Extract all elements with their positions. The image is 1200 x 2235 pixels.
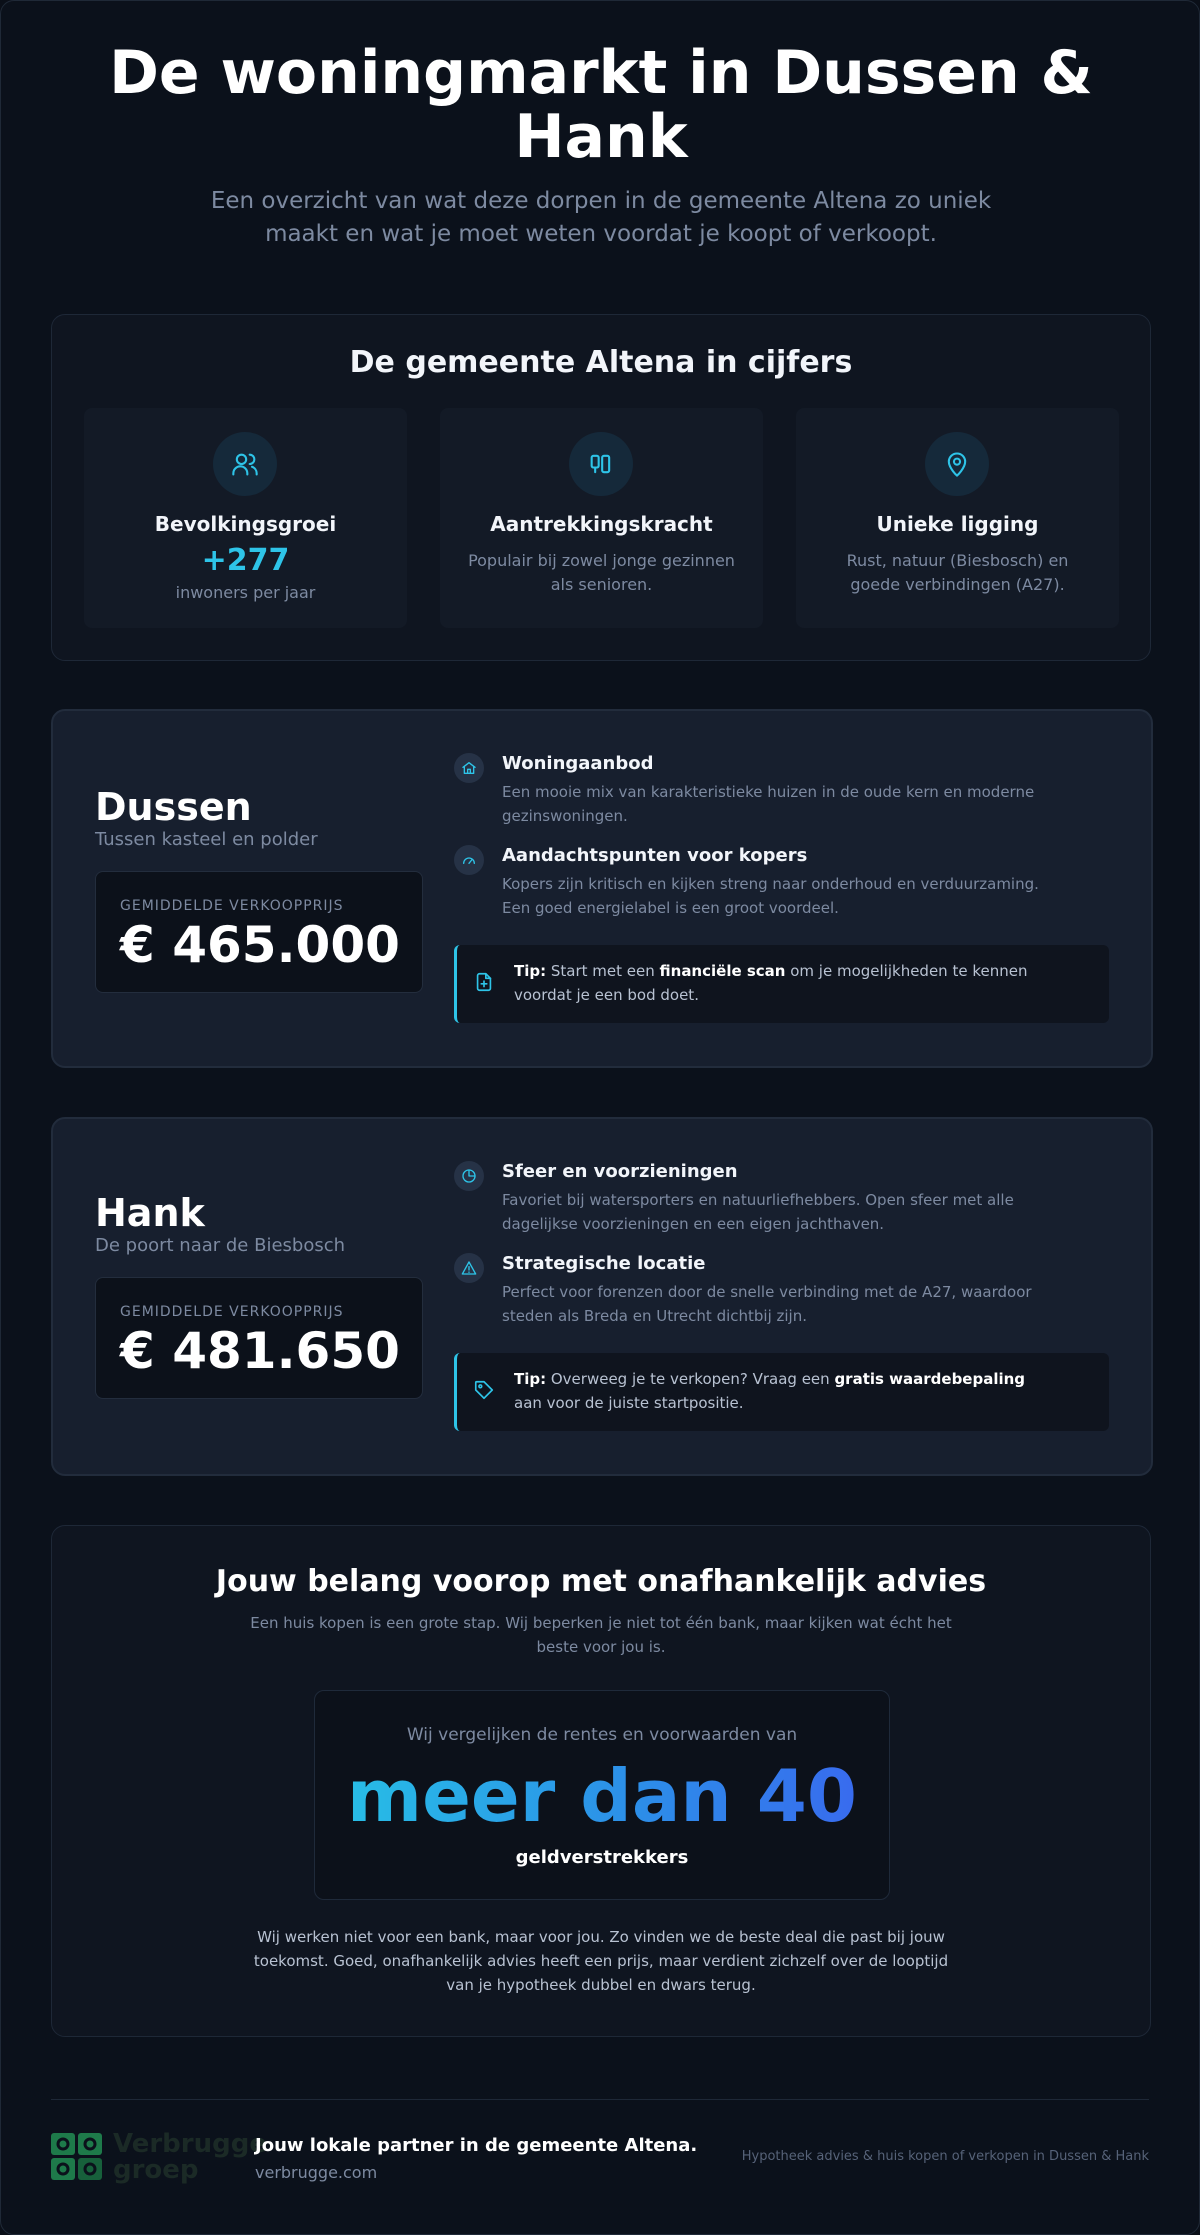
stat-label: Aantrekkingskracht [490, 512, 713, 536]
page-title-line: De woningmarkt in Dussen & [109, 38, 1093, 108]
stat-description-line: Populair bij zowel jonge gezinnen [468, 551, 735, 570]
tip-label: Tip: [514, 962, 547, 980]
stats-title: De gemeente Altena in cijfers [349, 345, 853, 380]
verbrugge-logo[interactable] [51, 2129, 267, 2187]
feature-text-line: Perfect voor forenzen door de snelle verbinding met de A27, waardoor [502, 1283, 1032, 1301]
feature-text-line: gezinswoningen. [502, 807, 628, 825]
stat-label: Unieke ligging [876, 512, 1039, 536]
attract-icon [569, 432, 633, 496]
advice-subtitle [212, 1611, 990, 1659]
advice-body-line: van je hypotheek dubbel en dwars terug. [446, 1976, 756, 1994]
page-title [61, 38, 1141, 172]
advice-card [51, 1525, 1151, 2037]
feature-title: Aandachtspunten voor kopers [502, 845, 808, 866]
stat-location [796, 408, 1119, 628]
lender-count-intro: Wij vergelijken de rentes en voorwaarden van [406, 1725, 798, 1745]
stat-population [84, 408, 407, 628]
footer-note: Hypotheek advies & huis kopen of verkopen in Dussen & Hank [741, 2149, 1149, 2164]
advice-body-line: Wij werken niet voor een bank, maar voor jou. Zo vinden we de beste deal die past bij jouw [257, 1928, 945, 1946]
stat-description-line: Rust, natuur (Biesbosch) en [846, 551, 1069, 570]
feature-text-line: steden als Breda en Utrecht dichtbij zijn. [502, 1307, 807, 1325]
lender-count-value: meer dan 40 [315, 1751, 889, 1841]
pie-chart-icon [454, 1161, 484, 1191]
footer-claim: Jouw lokale partner in de gemeente Altena. [255, 2135, 698, 2156]
feature-text-line: Kopers zijn kritisch en kijken streng naar onderhoud en verduurzaming. [502, 875, 1039, 893]
logo-mark-icon [51, 2131, 103, 2183]
feature-text [502, 780, 1102, 828]
price-box [95, 871, 423, 993]
users-icon [213, 432, 277, 496]
home-icon [454, 753, 484, 783]
advice-subtitle-line: Een huis kopen is een grote stap. Wij beperken je niet tot één bank, maar kijken wat écht het [250, 1614, 952, 1632]
feature-text [502, 1280, 1102, 1328]
advice-body-line: toekomst. Goed, onafhankelijk advies heeft een prijs, maar verdient zichzelf over de looptijd [253, 1952, 949, 1970]
lender-count-label: geldverstrekkers [515, 1847, 689, 1868]
tip-text [514, 959, 1094, 1007]
price-value: € 481.650 [120, 1322, 400, 1380]
feature-title: Woningaanbod [502, 753, 654, 774]
tip-highlight: gratis waardebepaling [834, 1370, 1026, 1388]
stat-description [460, 549, 743, 597]
stat-description-line: als senioren. [550, 575, 653, 594]
advice-body [222, 1925, 980, 1997]
tip-box [454, 945, 1109, 1023]
advice-title: Jouw belang voorop met onafhankelijk advies [215, 1564, 987, 1599]
tip-text-part: Overweeg je te verkopen? Vraag een [546, 1370, 835, 1388]
map-pin-icon [925, 432, 989, 496]
stat-description [816, 549, 1099, 597]
logo-text [113, 2131, 267, 2183]
stat-attraction [440, 408, 763, 628]
tip-text-part: om je mogelijkheden te kennen [785, 962, 1028, 980]
stats-card [51, 314, 1151, 661]
village-card-hank [51, 1117, 1153, 1476]
price-box [95, 1277, 423, 1399]
feature-title: Strategische locatie [502, 1253, 706, 1274]
logo-text-line: Verbrugge [113, 2129, 267, 2159]
page-title-line: Hank [514, 102, 688, 172]
stat-label: Bevolkingsgroei [154, 512, 337, 536]
feature-text [502, 872, 1102, 920]
footer-divider [51, 2099, 1149, 2100]
village-name: Dussen [95, 785, 252, 829]
tip-text-line: voordat je een bod doet. [514, 986, 699, 1004]
page-subtitle-line: Een overzicht van wat deze dorpen in de gemeente Altena zo uniek [210, 188, 992, 214]
price-label: GEMIDDELDE VERKOOPPRIJS [120, 1304, 344, 1320]
village-name: Hank [95, 1191, 205, 1235]
stat-description-line: goede verbindingen (A27). [850, 575, 1065, 594]
feature-text-line: dagelijkse voorzieningen en een eigen jachthaven. [502, 1215, 885, 1233]
price-value: € 465.000 [120, 916, 400, 974]
logo-text-line: groep [113, 2155, 199, 2185]
tip-text [514, 1367, 1094, 1415]
file-plus-icon [473, 971, 495, 997]
lender-count-box [314, 1690, 890, 1900]
tip-box [454, 1353, 1109, 1431]
tip-text-line: aan voor de juiste startpositie. [514, 1394, 744, 1412]
tip-highlight: financiële scan [659, 962, 786, 980]
tip-label: Tip: [514, 1370, 547, 1388]
page-subtitle-line: maakt en wat je moet weten voordat je koopt of verkoopt. [265, 221, 937, 247]
gauge-icon [454, 845, 484, 875]
warning-icon [454, 1253, 484, 1283]
village-tagline: Tussen kasteel en polder [95, 829, 318, 850]
tip-text-part: Start met een [546, 962, 660, 980]
feature-text [502, 1188, 1102, 1236]
advice-subtitle-line: beste voor jou is. [536, 1638, 666, 1656]
stat-value: +277 [201, 543, 290, 578]
footer-url-link[interactable]: verbrugge.com [255, 2163, 378, 2182]
tag-icon [473, 1379, 495, 1405]
page-subtitle [181, 185, 1021, 251]
feature-text-line: Een goed energielabel is een groot voordeel. [502, 899, 839, 917]
village-card-dussen [51, 709, 1153, 1068]
stat-unit: inwoners per jaar [175, 583, 316, 602]
feature-title: Sfeer en voorzieningen [502, 1161, 738, 1182]
price-label: GEMIDDELDE VERKOOPPRIJS [120, 898, 344, 914]
feature-text-line: Een mooie mix van karakteristieke huizen in de oude kern en moderne [502, 783, 1035, 801]
village-tagline: De poort naar de Biesbosch [95, 1235, 346, 1256]
feature-text-line: Favoriet bij watersporters en natuurliefhebbers. Open sfeer met alle [502, 1191, 1014, 1209]
